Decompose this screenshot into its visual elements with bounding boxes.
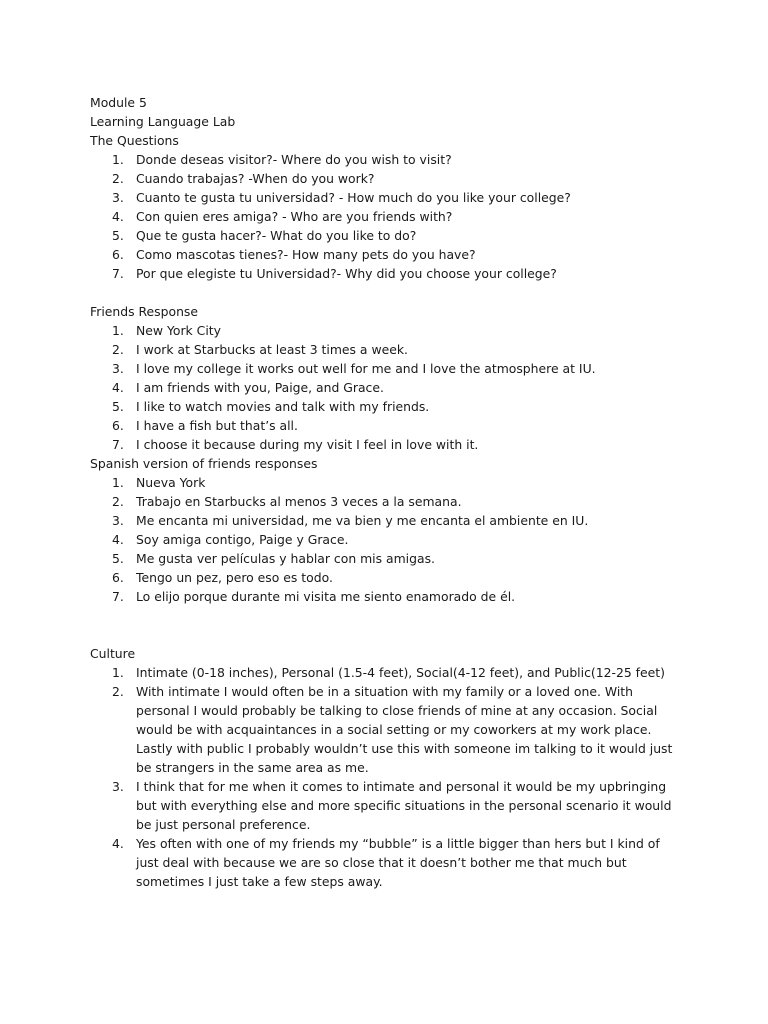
list-item: 1. Intimate (0-18 inches), Personal (1.5-4 feet), Social(4-12 feet), and Public(12-25 feet)	[112, 665, 665, 680]
list-item: 4. I am friends with you, Paige, and Grace.	[112, 380, 384, 395]
culture-list	[90, 663, 690, 891]
list-item: 4. Soy amiga contigo, Paige y Grace.	[112, 532, 349, 547]
friends-heading: Friends Response	[90, 304, 199, 319]
list-item: 1. Nueva York	[112, 475, 206, 490]
questions-list	[90, 150, 690, 283]
module-heading: Module 5	[90, 95, 147, 110]
list-item: 7. Lo elijo porque durante mi visita me siento enamorado de él.	[112, 589, 516, 604]
list-item: 1. Donde deseas visitor?- Where do you wish to visit?	[112, 152, 452, 167]
list-item: 6. I have a fish but that’s all.	[112, 418, 298, 433]
list-item: 7. I choose it because during my visit I feel in love with it.	[112, 437, 479, 452]
list-item: 1. New York City	[112, 323, 221, 338]
culture-heading: Culture	[90, 646, 136, 661]
list-item: 4. Con quien eres amiga? - Who are you friends with?	[112, 209, 453, 224]
list-item: 4. Yes often with one of my friends my “bubble” is a little bigger than hers but I kind of just deal with because we are so close that it doesn’t bother me that much but sometimes I just take a few steps away.	[112, 836, 660, 889]
list-item: 5. Me gusta ver películas y hablar con mis amigas.	[112, 551, 435, 566]
list-item: 7. Por que elegiste tu Universidad?- Why did you choose your college?	[112, 266, 557, 281]
list-item: 5. I like to watch movies and talk with my friends.	[112, 399, 430, 414]
document-body	[90, 93, 690, 891]
spacer	[90, 283, 690, 302]
list-item: 2. Trabajo en Starbucks al menos 3 veces a la semana.	[112, 494, 462, 509]
list-item: 6. Tengo un pez, pero eso es todo.	[112, 570, 333, 585]
friends-list	[90, 321, 690, 454]
list-item: 3. I love my college it works out well for me and I love the atmosphere at IU.	[112, 361, 596, 376]
spanish-heading: Spanish version of friends responses	[90, 456, 318, 471]
questions-heading: The Questions	[90, 133, 179, 148]
lab-heading: Learning Language Lab	[90, 114, 236, 129]
list-item: 2. Cuando trabajas? -When do you work?	[112, 171, 375, 186]
list-item: 3. Cuanto te gusta tu universidad? - How much do you like your college?	[112, 190, 571, 205]
list-item: 3. Me encanta mi universidad, me va bien y me encanta el ambiente en IU.	[112, 513, 589, 528]
list-item: 6. Como mascotas tienes?- How many pets do you have?	[112, 247, 476, 262]
list-item: 3. I think that for me when it comes to intimate and personal it would be my upbringing but with everything else and more specific situations in the personal scenario it would be just personal preference.	[112, 779, 672, 832]
spanish-list	[90, 473, 690, 606]
list-item: 5. Que te gusta hacer?- What do you like to do?	[112, 228, 417, 243]
list-item: 2. With intimate I would often be in a situation with my family or a loved one. With personal I would probably be talking to close friends of mine at any occasion. Social would be with acquaintances in a social setting or my coworkers at my work place. Lastly with public I probably wouldn’t use this with someone im talking to it would just be strangers in the same area as me.	[112, 684, 673, 775]
spacer	[90, 606, 690, 644]
list-item: 2. I work at Starbucks at least 3 times a week.	[112, 342, 408, 357]
